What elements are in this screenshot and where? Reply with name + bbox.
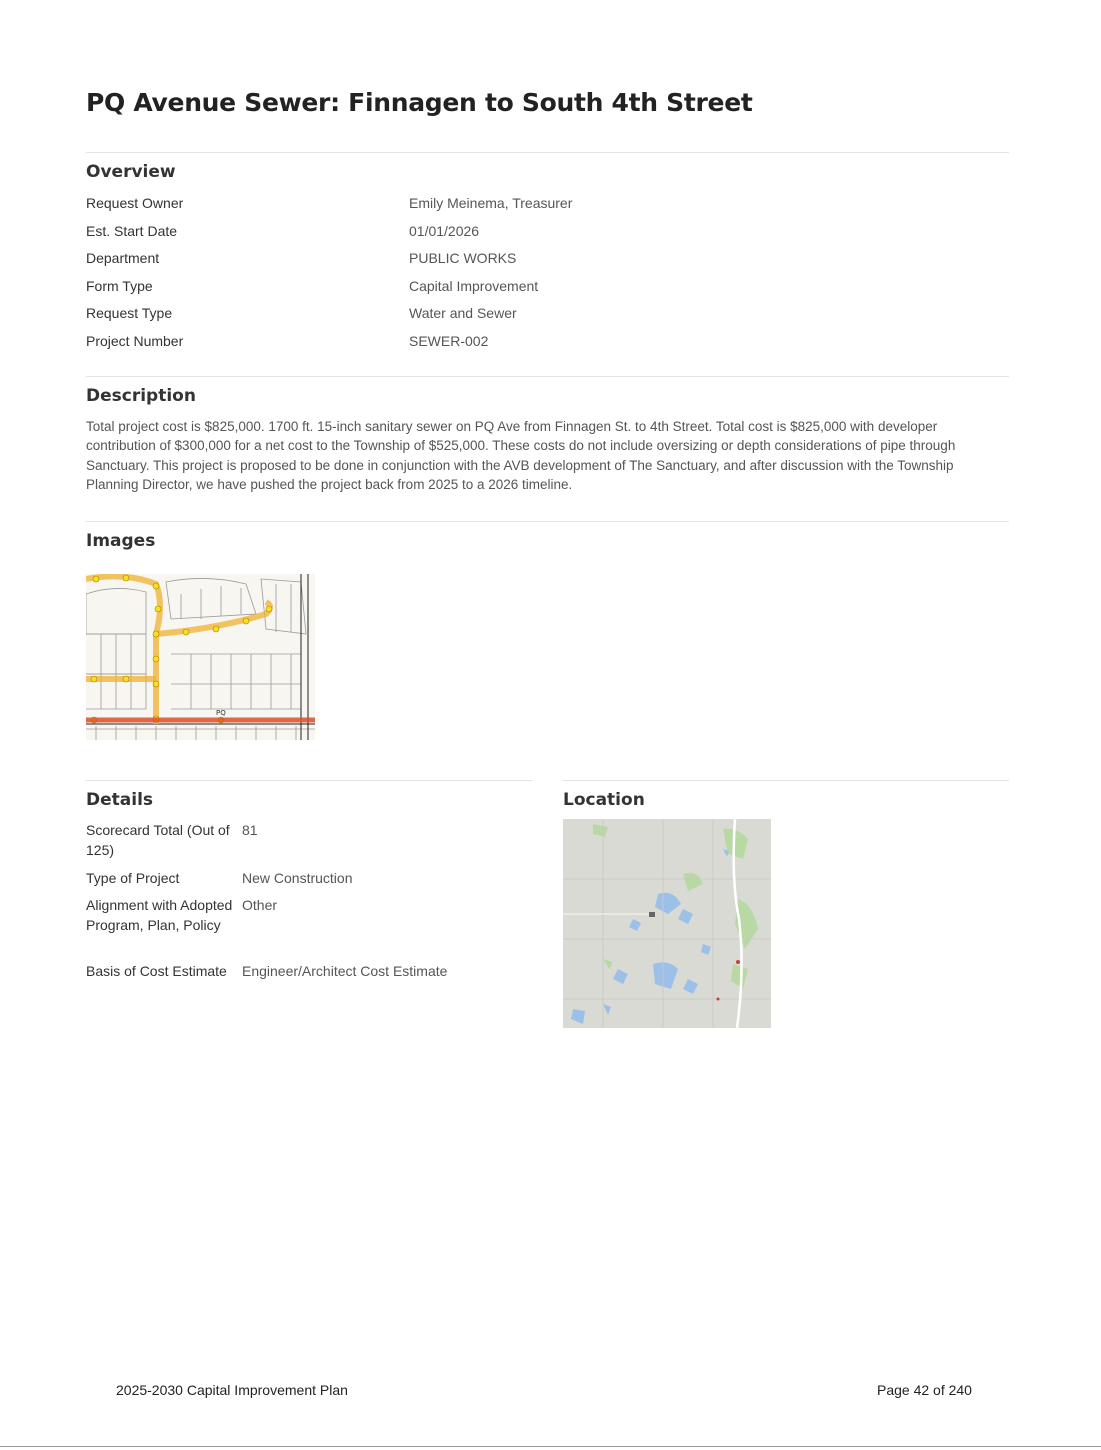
project-site-plan-image[interactable]: [86, 574, 315, 740]
details-label: Type of Project: [86, 870, 180, 886]
overview-label: Project Number: [86, 333, 184, 349]
footer-page-number: Page 42 of 240: [877, 1382, 972, 1398]
site-plan-label: PQ: [216, 709, 226, 717]
overview-row-request-owner: [86, 195, 786, 215]
overview-row-department: [86, 250, 786, 270]
overview-label: Est. Start Date: [86, 223, 178, 239]
divider: [563, 780, 1009, 781]
page-title: PQ Avenue Sewer: Finnagen to South 4th Street: [86, 88, 753, 117]
location-map-drawing: [563, 819, 771, 1028]
overview-heading: Overview: [86, 162, 176, 182]
overview-value: PUBLIC WORKS: [409, 250, 517, 266]
footer-plan-title: 2025-2030 Capital Improvement Plan: [116, 1382, 348, 1398]
overview-label: Request Owner: [86, 195, 184, 211]
divider: [86, 780, 532, 781]
details-value: Other: [242, 897, 278, 913]
location-heading: Location: [563, 790, 645, 810]
details-label: Scorecard Total (Out of 125): [86, 822, 230, 858]
description-text: Total project cost is $825,000. 1700 ft. 15-inch sanitary sewer on PQ Ave from Finnagen St. to 4th Street. Total cost is $825,000 with developer contribution of $300,000 for a net cost to the Township of $525,000. These costs do not include oversizing or depth considerations of pipe through Sanctuary. This project is proposed to be done in conjunction with the AVB development of The Sanctuary, and after discussion with the Township Planning Director, we have pushed the project back from 2025 to a 2026 timeline.: [86, 419, 956, 492]
details-value: 81: [242, 822, 258, 838]
overview-row-request-type: [86, 305, 786, 325]
details-label: Basis of Cost Estimate: [86, 963, 227, 979]
details-value: New Construction: [242, 870, 353, 886]
overview-value: SEWER-002: [409, 333, 489, 349]
overview-value: Capital Improvement: [409, 278, 539, 294]
overview-row-start-date: [86, 223, 786, 243]
overview-label: Request Type: [86, 305, 173, 321]
page-bottom-edge: [0, 1446, 1101, 1447]
divider: [86, 152, 1009, 153]
divider: [86, 521, 1009, 522]
site-plan-drawing: [86, 574, 315, 740]
overview-value: Water and Sewer: [409, 305, 517, 321]
images-heading: Images: [86, 531, 156, 551]
details-value: Engineer/Architect Cost Estimate: [242, 963, 448, 979]
overview-label: Department: [86, 250, 160, 266]
description-heading: Description: [86, 386, 196, 406]
divider: [86, 376, 1009, 377]
overview-value: 01/01/2026: [409, 223, 480, 239]
details-label: Alignment with Adopted Program, Plan, Policy: [86, 897, 233, 933]
overview-row-form-type: [86, 278, 786, 298]
overview-row-project-number: [86, 333, 786, 353]
details-heading: Details: [86, 790, 154, 810]
location-map-image[interactable]: [563, 819, 771, 1028]
overview-value: Emily Meinema, Treasurer: [409, 195, 573, 211]
overview-label: Form Type: [86, 278, 153, 294]
